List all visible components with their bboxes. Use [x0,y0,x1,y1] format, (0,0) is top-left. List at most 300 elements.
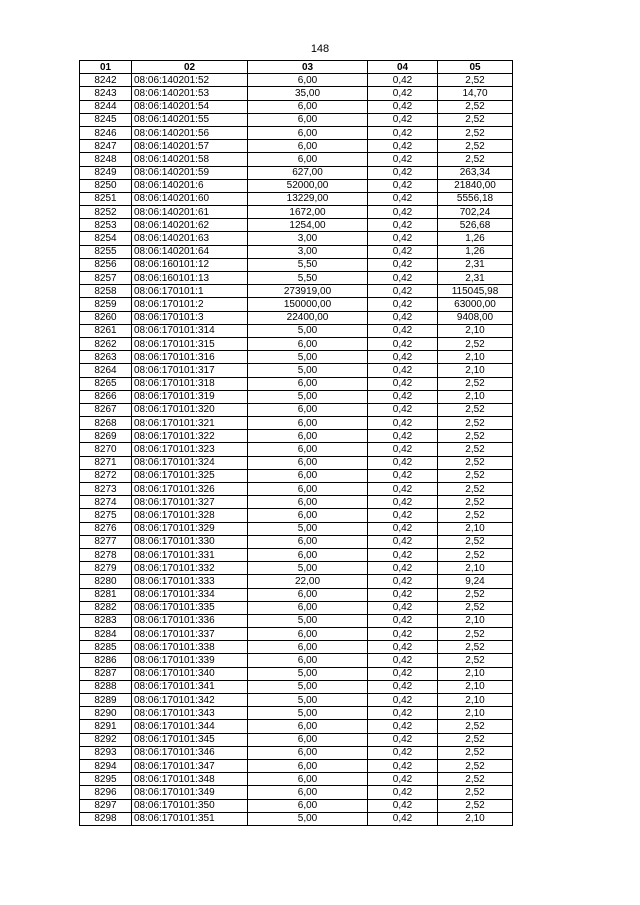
cell-value-04: 0,42 [368,456,438,469]
cell-value-04: 0,42 [368,377,438,390]
cell-value-04: 0,42 [368,390,438,403]
table-row [80,694,513,707]
cell-value-04: 0,42 [368,759,438,772]
cell-value-05: 2,52 [438,403,513,416]
cell-cadastral-id: 08:06:140201:52 [132,74,248,87]
cell-value-05: 2,52 [438,377,513,390]
cell-value-05: 2,52 [438,126,513,139]
cell-value-05: 526,68 [438,219,513,232]
cell-number: 8295 [80,773,132,786]
cell-number: 8256 [80,258,132,271]
cell-cadastral-id: 08:06:160101:13 [132,272,248,285]
table-body [80,74,513,826]
cell-value-04: 0,42 [368,74,438,87]
cell-value-03: 6,00 [248,74,368,87]
cell-cadastral-id: 08:06:170101:324 [132,456,248,469]
cell-number: 8276 [80,522,132,535]
cell-value-03: 6,00 [248,153,368,166]
table-row [80,311,513,324]
cell-value-03: 273919,00 [248,285,368,298]
table-row [80,364,513,377]
cell-value-05: 2,52 [438,786,513,799]
cell-number: 8285 [80,641,132,654]
cell-number: 8262 [80,337,132,350]
cell-cadastral-id: 08:06:170101:3 [132,311,248,324]
cell-number: 8280 [80,575,132,588]
cell-value-05: 5556,18 [438,192,513,205]
cell-value-03: 6,00 [248,601,368,614]
cell-value-05: 2,10 [438,614,513,627]
cell-value-05: 2,31 [438,258,513,271]
cell-number: 8289 [80,694,132,707]
page-number: 148 [310,43,330,55]
cell-value-04: 0,42 [368,113,438,126]
cell-value-05: 2,31 [438,272,513,285]
cell-value-03: 6,00 [248,720,368,733]
table-row [80,720,513,733]
cell-cadastral-id: 08:06:170101:334 [132,588,248,601]
table-row [80,746,513,759]
cell-cadastral-id: 08:06:170101:326 [132,483,248,496]
cell-value-04: 0,42 [368,707,438,720]
cell-value-03: 5,00 [248,614,368,627]
cell-value-04: 0,42 [368,746,438,759]
cell-value-03: 6,00 [248,733,368,746]
cell-value-05: 2,10 [438,694,513,707]
cell-number: 8271 [80,456,132,469]
cell-number: 8258 [80,285,132,298]
table-row [80,733,513,746]
cell-cadastral-id: 08:06:170101:316 [132,351,248,364]
table-row [80,773,513,786]
cell-value-04: 0,42 [368,219,438,232]
cell-cadastral-id: 08:06:140201:64 [132,245,248,258]
table-row [80,140,513,153]
table-row [80,575,513,588]
table-row [80,443,513,456]
cell-value-03: 5,00 [248,694,368,707]
table-row [80,799,513,812]
cell-value-04: 0,42 [368,430,438,443]
cell-value-03: 6,00 [248,548,368,561]
cell-value-04: 0,42 [368,496,438,509]
cell-number: 8246 [80,126,132,139]
cell-number: 8267 [80,403,132,416]
cell-value-03: 1254,00 [248,219,368,232]
cell-value-05: 2,52 [438,733,513,746]
cell-cadastral-id: 08:06:170101:348 [132,773,248,786]
cell-value-03: 5,00 [248,667,368,680]
cell-value-05: 9,24 [438,575,513,588]
cell-cadastral-id: 08:06:140201:58 [132,153,248,166]
cell-cadastral-id: 08:06:170101:351 [132,812,248,825]
cell-cadastral-id: 08:06:170101:330 [132,535,248,548]
cell-value-05: 2,52 [438,443,513,456]
cell-number: 8275 [80,509,132,522]
cell-number: 8286 [80,654,132,667]
table-row [80,483,513,496]
cell-value-03: 6,00 [248,496,368,509]
table-row [80,707,513,720]
cell-number: 8273 [80,483,132,496]
column-header-05: 05 [438,61,513,74]
cell-cadastral-id: 08:06:170101:332 [132,562,248,575]
cell-value-04: 0,42 [368,628,438,641]
cell-number: 8247 [80,140,132,153]
cell-cadastral-id: 08:06:170101:343 [132,707,248,720]
cell-number: 8252 [80,206,132,219]
cell-value-05: 1,26 [438,245,513,258]
cell-value-04: 0,42 [368,641,438,654]
cell-value-03: 5,00 [248,812,368,825]
table-row [80,548,513,561]
cell-value-05: 2,52 [438,113,513,126]
cell-value-04: 0,42 [368,417,438,430]
cell-value-04: 0,42 [368,575,438,588]
cell-value-05: 2,10 [438,324,513,337]
cell-number: 8296 [80,786,132,799]
cell-value-03: 6,00 [248,483,368,496]
column-header-02: 02 [132,61,248,74]
table-row [80,417,513,430]
cell-number: 8283 [80,614,132,627]
cell-value-03: 6,00 [248,786,368,799]
cell-value-04: 0,42 [368,272,438,285]
table-row [80,522,513,535]
table-row [80,377,513,390]
cell-value-04: 0,42 [368,588,438,601]
cell-cadastral-id: 08:06:170101:328 [132,509,248,522]
cell-cadastral-id: 08:06:170101:344 [132,720,248,733]
table-row [80,812,513,825]
cell-value-04: 0,42 [368,87,438,100]
table-row [80,153,513,166]
cell-value-03: 6,00 [248,535,368,548]
table-row [80,100,513,113]
cell-value-03: 6,00 [248,509,368,522]
cell-value-03: 6,00 [248,746,368,759]
cell-value-04: 0,42 [368,403,438,416]
cell-value-04: 0,42 [368,654,438,667]
cell-value-04: 0,42 [368,667,438,680]
cell-value-03: 6,00 [248,337,368,350]
cell-value-03: 6,00 [248,641,368,654]
cell-number: 8269 [80,430,132,443]
cell-number: 8260 [80,311,132,324]
cell-cadastral-id: 08:06:170101:342 [132,694,248,707]
cell-value-04: 0,42 [368,126,438,139]
cell-value-03: 22400,00 [248,311,368,324]
cell-cadastral-id: 08:06:170101:339 [132,654,248,667]
cell-value-05: 2,52 [438,720,513,733]
cell-value-04: 0,42 [368,206,438,219]
table-row [80,245,513,258]
cell-value-04: 0,42 [368,601,438,614]
cell-value-04: 0,42 [368,614,438,627]
cell-value-04: 0,42 [368,337,438,350]
table-row [80,113,513,126]
table-row [80,285,513,298]
cell-value-05: 2,52 [438,548,513,561]
cell-value-03: 6,00 [248,469,368,482]
cell-value-03: 627,00 [248,166,368,179]
cell-number: 8263 [80,351,132,364]
table-row [80,192,513,205]
cell-number: 8282 [80,601,132,614]
cell-cadastral-id: 08:06:140201:53 [132,87,248,100]
table-row [80,351,513,364]
cell-value-05: 2,52 [438,588,513,601]
cell-number: 8255 [80,245,132,258]
cell-value-04: 0,42 [368,799,438,812]
cell-value-05: 263,34 [438,166,513,179]
cell-cadastral-id: 08:06:170101:331 [132,548,248,561]
cell-value-04: 0,42 [368,258,438,271]
table-row [80,456,513,469]
cell-number: 8266 [80,390,132,403]
cell-cadastral-id: 08:06:170101:335 [132,601,248,614]
cell-cadastral-id: 08:06:170101:321 [132,417,248,430]
cell-value-03: 6,00 [248,799,368,812]
table-row [80,641,513,654]
cell-value-03: 5,00 [248,324,368,337]
cell-value-05: 2,52 [438,469,513,482]
cell-value-03: 6,00 [248,588,368,601]
cell-cadastral-id: 08:06:170101:318 [132,377,248,390]
cell-value-03: 5,00 [248,351,368,364]
table-row [80,74,513,87]
cell-value-05: 2,52 [438,337,513,350]
cell-number: 8254 [80,232,132,245]
cell-value-05: 2,10 [438,390,513,403]
table-row [80,562,513,575]
cell-value-04: 0,42 [368,245,438,258]
cell-value-05: 2,52 [438,773,513,786]
table-row [80,654,513,667]
cell-number: 8268 [80,417,132,430]
cell-cadastral-id: 08:06:170101:347 [132,759,248,772]
cell-cadastral-id: 08:06:170101:327 [132,496,248,509]
table-row [80,258,513,271]
cell-value-03: 52000,00 [248,179,368,192]
cell-value-03: 6,00 [248,654,368,667]
cell-number: 8242 [80,74,132,87]
cell-value-04: 0,42 [368,192,438,205]
cell-value-03: 35,00 [248,87,368,100]
table-row [80,87,513,100]
table-row [80,126,513,139]
table-row [80,219,513,232]
cell-cadastral-id: 08:06:140201:55 [132,113,248,126]
cell-cadastral-id: 08:06:170101:317 [132,364,248,377]
cell-value-04: 0,42 [368,166,438,179]
cell-number: 8249 [80,166,132,179]
cell-cadastral-id: 08:06:170101:337 [132,628,248,641]
cell-value-05: 2,52 [438,100,513,113]
cell-number: 8248 [80,153,132,166]
cell-value-05: 2,52 [438,74,513,87]
table-row [80,337,513,350]
cell-value-03: 6,00 [248,113,368,126]
cell-value-05: 2,10 [438,707,513,720]
cell-value-05: 2,10 [438,351,513,364]
cell-value-05: 702,24 [438,206,513,219]
cell-number: 8297 [80,799,132,812]
cell-value-05: 63000,00 [438,298,513,311]
cell-value-05: 21840,00 [438,179,513,192]
table-row [80,232,513,245]
cell-value-03: 6,00 [248,126,368,139]
cell-value-05: 2,52 [438,641,513,654]
cell-cadastral-id: 08:06:140201:6 [132,179,248,192]
column-header-04: 04 [368,61,438,74]
cell-value-05: 2,52 [438,628,513,641]
cell-value-04: 0,42 [368,483,438,496]
cell-number: 8281 [80,588,132,601]
cell-number: 8294 [80,759,132,772]
cell-value-05: 2,52 [438,746,513,759]
cell-value-04: 0,42 [368,179,438,192]
table-row [80,759,513,772]
cell-value-05: 2,10 [438,680,513,693]
cell-value-04: 0,42 [368,364,438,377]
cell-cadastral-id: 08:06:140201:61 [132,206,248,219]
data-table [79,60,513,826]
cell-value-03: 150000,00 [248,298,368,311]
cell-value-05: 2,10 [438,562,513,575]
cell-cadastral-id: 08:06:170101:1 [132,285,248,298]
cell-cadastral-id: 08:06:170101:333 [132,575,248,588]
cell-cadastral-id: 08:06:170101:336 [132,614,248,627]
header-row [80,61,513,74]
table-row [80,628,513,641]
cell-value-05: 2,52 [438,140,513,153]
cell-value-03: 13229,00 [248,192,368,205]
cell-value-03: 6,00 [248,456,368,469]
cell-value-04: 0,42 [368,535,438,548]
cell-value-03: 6,00 [248,403,368,416]
cell-value-04: 0,42 [368,720,438,733]
cell-value-05: 2,52 [438,483,513,496]
cell-number: 8292 [80,733,132,746]
cell-value-03: 5,00 [248,562,368,575]
cell-number: 8298 [80,812,132,825]
cell-value-04: 0,42 [368,351,438,364]
cell-value-04: 0,42 [368,311,438,324]
cell-value-03: 6,00 [248,443,368,456]
cell-value-04: 0,42 [368,140,438,153]
cell-value-04: 0,42 [368,680,438,693]
cell-value-04: 0,42 [368,733,438,746]
cell-cadastral-id: 08:06:140201:59 [132,166,248,179]
cell-cadastral-id: 08:06:160101:12 [132,258,248,271]
cell-cadastral-id: 08:06:170101:329 [132,522,248,535]
cell-value-05: 2,52 [438,417,513,430]
table-row [80,588,513,601]
cell-number: 8274 [80,496,132,509]
cell-value-03: 3,00 [248,232,368,245]
cell-cadastral-id: 08:06:140201:62 [132,219,248,232]
cell-cadastral-id: 08:06:170101:346 [132,746,248,759]
cell-value-03: 3,00 [248,245,368,258]
cell-value-04: 0,42 [368,562,438,575]
cell-number: 8251 [80,192,132,205]
cell-cadastral-id: 08:06:140201:56 [132,126,248,139]
table-row [80,403,513,416]
column-header-03: 03 [248,61,368,74]
cell-value-04: 0,42 [368,812,438,825]
cell-number: 8259 [80,298,132,311]
cell-cadastral-id: 08:06:170101:314 [132,324,248,337]
cell-number: 8278 [80,548,132,561]
table-row [80,496,513,509]
cell-number: 8290 [80,707,132,720]
cell-value-05: 2,10 [438,667,513,680]
cell-value-05: 2,10 [438,812,513,825]
cell-cadastral-id: 08:06:170101:338 [132,641,248,654]
cell-value-05: 2,52 [438,509,513,522]
cell-value-03: 6,00 [248,377,368,390]
cell-number: 8245 [80,113,132,126]
cell-value-04: 0,42 [368,153,438,166]
cell-number: 8257 [80,272,132,285]
cell-value-03: 5,00 [248,707,368,720]
cell-number: 8244 [80,100,132,113]
table-row [80,509,513,522]
table-row [80,601,513,614]
table-row [80,430,513,443]
cell-value-05: 115045,98 [438,285,513,298]
cell-cadastral-id: 08:06:170101:319 [132,390,248,403]
cell-cadastral-id: 08:06:170101:2 [132,298,248,311]
cell-value-05: 2,10 [438,522,513,535]
cell-number: 8277 [80,535,132,548]
table-row [80,786,513,799]
cell-value-04: 0,42 [368,509,438,522]
cell-cadastral-id: 08:06:140201:60 [132,192,248,205]
table-header [80,61,513,74]
cell-value-05: 2,52 [438,153,513,166]
cell-value-03: 6,00 [248,430,368,443]
cell-value-05: 1,26 [438,232,513,245]
cell-cadastral-id: 08:06:140201:57 [132,140,248,153]
cell-number: 8243 [80,87,132,100]
cell-value-04: 0,42 [368,469,438,482]
table-row [80,298,513,311]
cell-value-03: 5,00 [248,390,368,403]
cell-cadastral-id: 08:06:140201:54 [132,100,248,113]
cell-cadastral-id: 08:06:170101:349 [132,786,248,799]
cell-value-05: 9408,00 [438,311,513,324]
cell-value-03: 5,00 [248,364,368,377]
cell-number: 8253 [80,219,132,232]
cell-value-05: 2,52 [438,759,513,772]
cell-value-04: 0,42 [368,773,438,786]
cell-number: 8284 [80,628,132,641]
table-row [80,166,513,179]
cell-cadastral-id: 08:06:170101:323 [132,443,248,456]
table-row [80,680,513,693]
cell-value-05: 2,10 [438,364,513,377]
cell-value-03: 6,00 [248,759,368,772]
table-row [80,535,513,548]
cell-value-03: 5,50 [248,272,368,285]
cell-value-05: 2,52 [438,496,513,509]
table-row [80,614,513,627]
cell-value-04: 0,42 [368,522,438,535]
cell-number: 8264 [80,364,132,377]
cell-value-03: 22,00 [248,575,368,588]
